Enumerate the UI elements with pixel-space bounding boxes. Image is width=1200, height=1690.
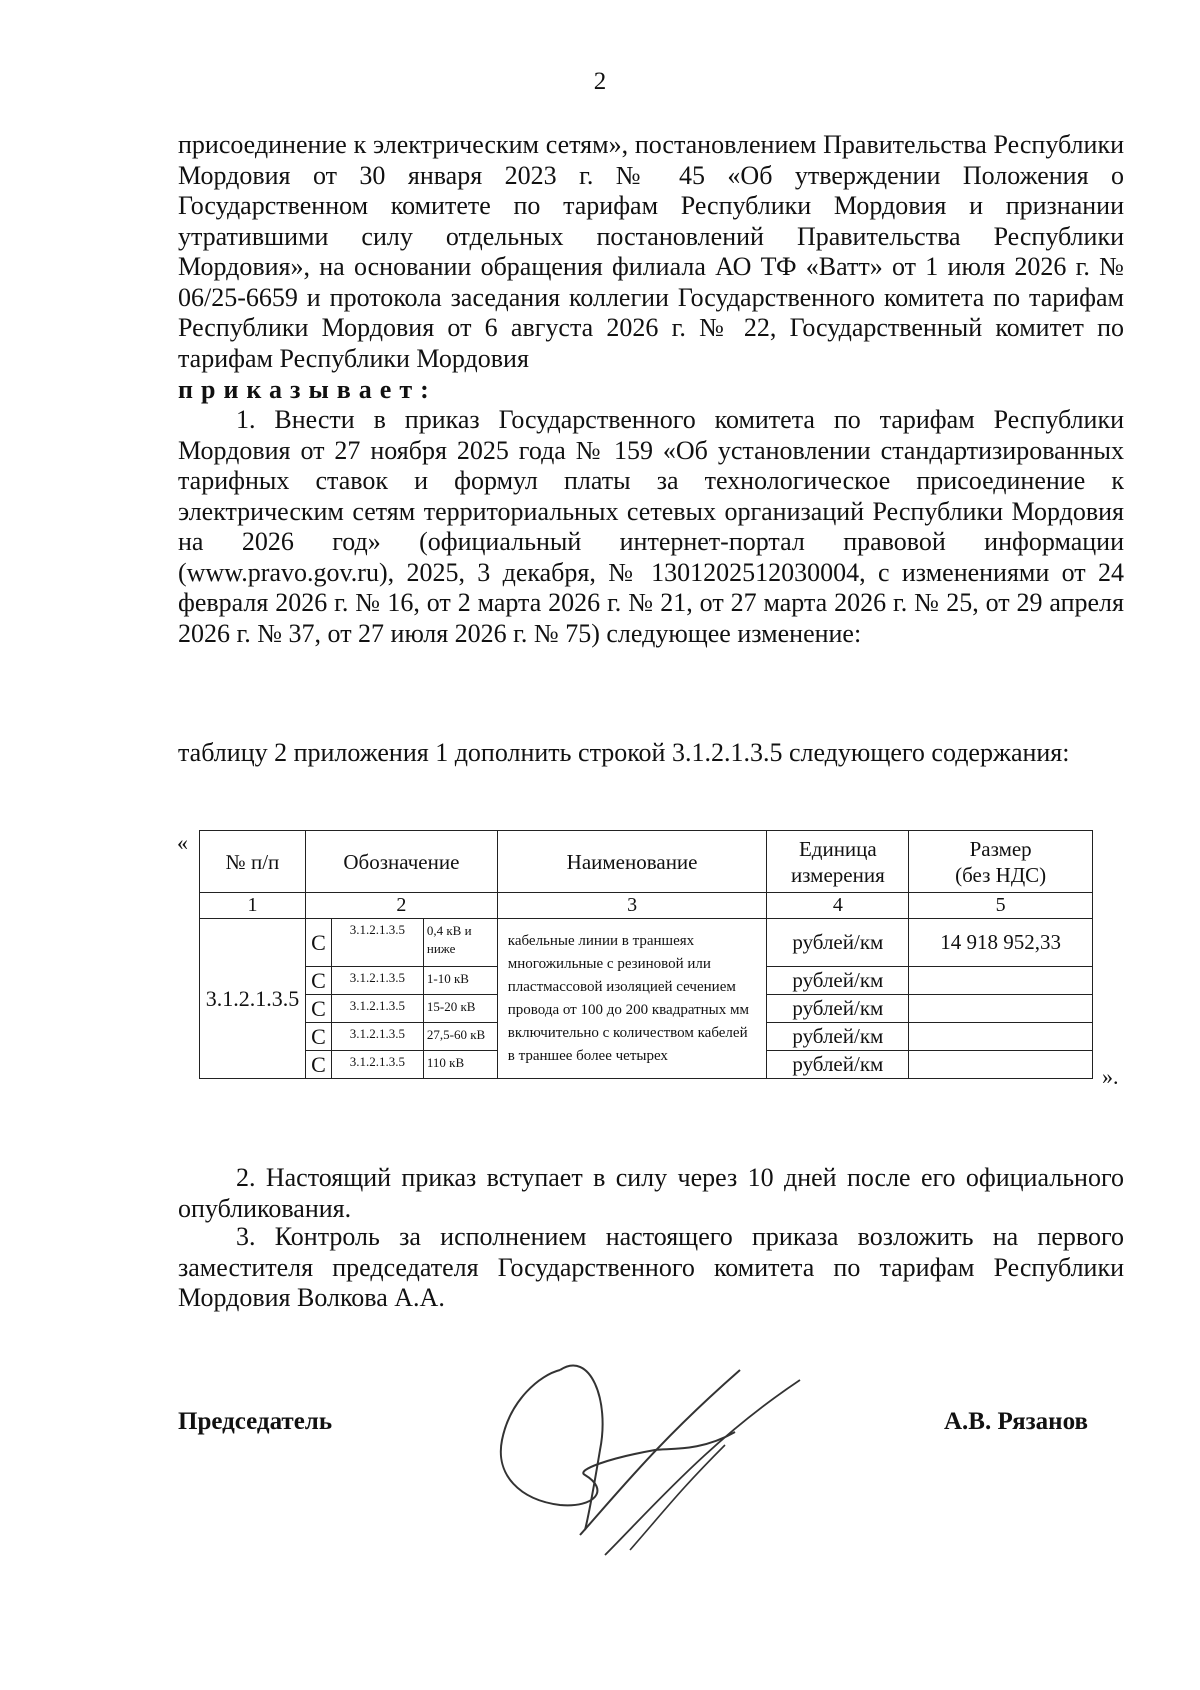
column-number-row — [200, 893, 1093, 919]
tariff-table — [199, 830, 1093, 1079]
signer-title: Председатель — [178, 1408, 333, 1435]
header-unit — [767, 831, 909, 893]
sub-row-value — [909, 967, 1093, 995]
sub-row-unit: рублей/км — [767, 967, 909, 995]
sub-row-code: 3.1.2.1.3.5 — [331, 995, 423, 1023]
table-intro-paragraph: таблицу 2 приложения 1 дополнить строкой 3.1.2.1.3.5 следующего содержания: — [178, 738, 1070, 767]
sub-row-code: 3.1.2.1.3.5 — [331, 967, 423, 995]
sub-row-value — [909, 1023, 1093, 1051]
sub-row-voltage: 15-20 кВ — [423, 995, 497, 1023]
sub-row-unit: рублей/км — [767, 919, 909, 967]
header-unit-line2: измерения — [790, 862, 885, 887]
table-row — [200, 919, 1093, 967]
sub-row-unit: рублей/км — [767, 1023, 909, 1051]
header-size — [909, 831, 1093, 893]
signer-name: А.В. Рязанов — [944, 1408, 1088, 1435]
name-cell: кабельные линии в траншеях многожильные с резиновой или пластмассовой изоляцией сечением провода от 100 до 200 квадратных мм включительно с количеством кабелей в траншее более четырех — [497, 919, 767, 1079]
signature-image — [480, 1340, 860, 1560]
intro-paragraph: присоединение к электрическим сетям», постановлением Правительства Республики Мордовия от 30 января 2023 г. № 45 «Об утверждении Положения о Государственном комитете по тарифам Республики Мордовия и признании утратившими силу отдельных постановлений Правительства Республики Мордовия», на основании обращения филиала АО ТФ «Ватт» от 1 июля 2026 г. № 06/25-6659 и протокола заседания коллегии Государственного комитета по тарифам Республики Мордовия от 6 августа 2026 г. № 22, Государственный комитет по тарифам Республики Мордовия — [178, 130, 1124, 373]
sub-row-value — [909, 995, 1093, 1023]
sub-row-unit: рублей/км — [767, 995, 909, 1023]
header-designation: Обозначение — [305, 831, 497, 893]
item-2-paragraph: 2. Настоящий приказ вступает в силу через 10 дней после его официального опубликования. — [178, 1163, 1124, 1223]
sub-row-letter: C — [305, 1023, 331, 1051]
sub-row-letter: C — [305, 995, 331, 1023]
quote-close: ». — [1102, 1064, 1119, 1089]
col-number-2: 2 — [305, 893, 497, 919]
table-header-row — [200, 831, 1093, 893]
sub-row-letter: C — [305, 1051, 331, 1079]
header-size-line1: Размер — [969, 836, 1032, 861]
sub-row-voltage: 0,4 кВ и ниже — [423, 919, 497, 967]
quote-open: « — [177, 830, 188, 855]
orders-word: приказывает: — [178, 375, 437, 404]
sub-row-code: 3.1.2.1.3.5 — [331, 1023, 423, 1051]
header-name: Наименование — [497, 831, 767, 893]
header-size-line2: (без НДС) — [955, 862, 1047, 887]
page-number: 2 — [593, 68, 607, 95]
sub-row-code: 3.1.2.1.3.5 — [331, 1051, 423, 1079]
sub-row-voltage: 110 кВ — [423, 1051, 497, 1079]
col-number-4: 4 — [767, 893, 909, 919]
sub-row-value: 14 918 952,33 — [909, 919, 1093, 967]
item-1-paragraph: 1. Внести в приказ Государственного комитета по тарифам Республики Мордовия от 27 ноября 2025 года № 159 «Об установлении стандартизированных тарифных ставок и формул платы за технологическое присоединение к электрическим сетям территориальных сетевых организаций Республики Мордовия на 2026 год» (официальный интернет-портал правовой информации (www.pravo.gov.ru), 2025, 3 декабря, № 1301202512030004, с изменениями от 24 февраля 2026 г. № 16, от 2 марта 2026 г. № 21, от 27 марта 2026 г. № 25, от 29 апреля 2026 г. № 37, от 27 июля 2026 г. № 75) следующее изменение: — [178, 405, 1124, 648]
col-number-5: 5 — [909, 893, 1093, 919]
sub-row-value — [909, 1051, 1093, 1079]
header-num: № п/п — [200, 831, 306, 893]
sub-row-code: 3.1.2.1.3.5 — [331, 919, 423, 967]
sub-row-unit: рублей/км — [767, 1051, 909, 1079]
item-3-paragraph: 3. Контроль за исполнением настоящего приказа возложить на первого заместителя председателя Государственного комитета по тарифам Республики Мордовия Волкова А.А. — [178, 1222, 1124, 1312]
row-number-cell: 3.1.2.1.3.5 — [200, 919, 306, 1079]
sub-row-letter: C — [305, 967, 331, 995]
sub-row-voltage: 27,5-60 кВ — [423, 1023, 497, 1051]
sub-row-voltage: 1-10 кВ — [423, 967, 497, 995]
col-number-3: 3 — [497, 893, 767, 919]
sub-row-letter: C — [305, 919, 331, 967]
header-unit-line1: Единица — [798, 836, 877, 861]
col-number-1: 1 — [200, 893, 306, 919]
